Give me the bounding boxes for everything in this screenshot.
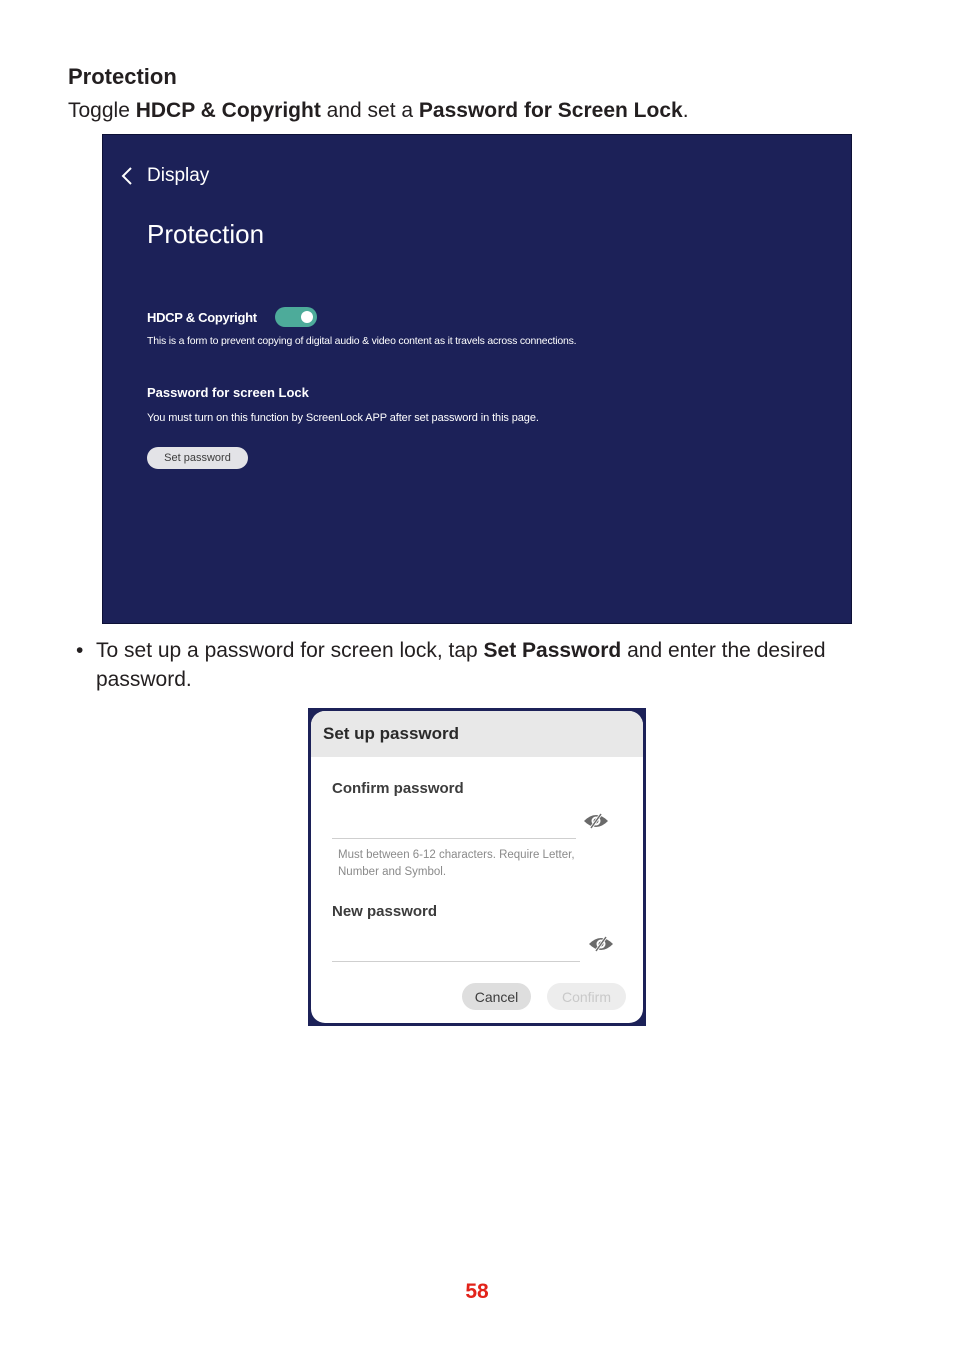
intro-text: Toggle HDCP & Copyright and set a Password for Screen Lock. — [68, 99, 689, 122]
back-button[interactable] — [121, 165, 209, 187]
new-password-label: New password — [332, 903, 438, 920]
confirm-button[interactable]: Confirm — [547, 983, 626, 1010]
back-label: Display — [147, 165, 210, 186]
bullet-text: To set up a password for screen lock, tap Set Password and enter the desired password. — [96, 639, 826, 691]
toggle-knob — [301, 311, 313, 323]
new-password-input[interactable] — [332, 933, 580, 962]
confirm-password-input[interactable] — [332, 810, 576, 839]
hdcp-description: This is a form to prevent copying of digital audio & video content as it travels across connections. — [147, 335, 577, 347]
eye-off-icon[interactable] — [583, 812, 609, 830]
protection-screenshot — [102, 134, 852, 624]
hdcp-label: HDCP & Copyright — [147, 309, 257, 325]
chevron-left-icon — [121, 166, 133, 186]
hdcp-toggle[interactable] — [275, 307, 317, 327]
eye-off-icon[interactable] — [588, 935, 614, 953]
password-description: You must turn on this function by ScreenLock APP after set password in this page. — [147, 412, 539, 424]
dialog-title: Set up password — [323, 724, 460, 743]
hdcp-setting — [147, 307, 317, 327]
password-dialog-screenshot — [308, 708, 646, 1026]
set-password-button[interactable]: Set password — [147, 447, 248, 469]
bullet-marker: • — [76, 639, 84, 662]
confirm-password-label: Confirm password — [332, 780, 464, 797]
password-hint: Must between 6-12 characters. Require Letter, Number and Symbol. — [338, 849, 575, 878]
screen-title: Protection — [147, 219, 265, 249]
section-title: Protection — [68, 64, 177, 89]
dialog-header — [311, 711, 643, 757]
cancel-button[interactable]: Cancel — [462, 983, 531, 1010]
page-number: 58 — [465, 1280, 489, 1303]
password-dialog — [311, 711, 643, 1023]
password-label: Password for screen Lock — [147, 385, 309, 400]
